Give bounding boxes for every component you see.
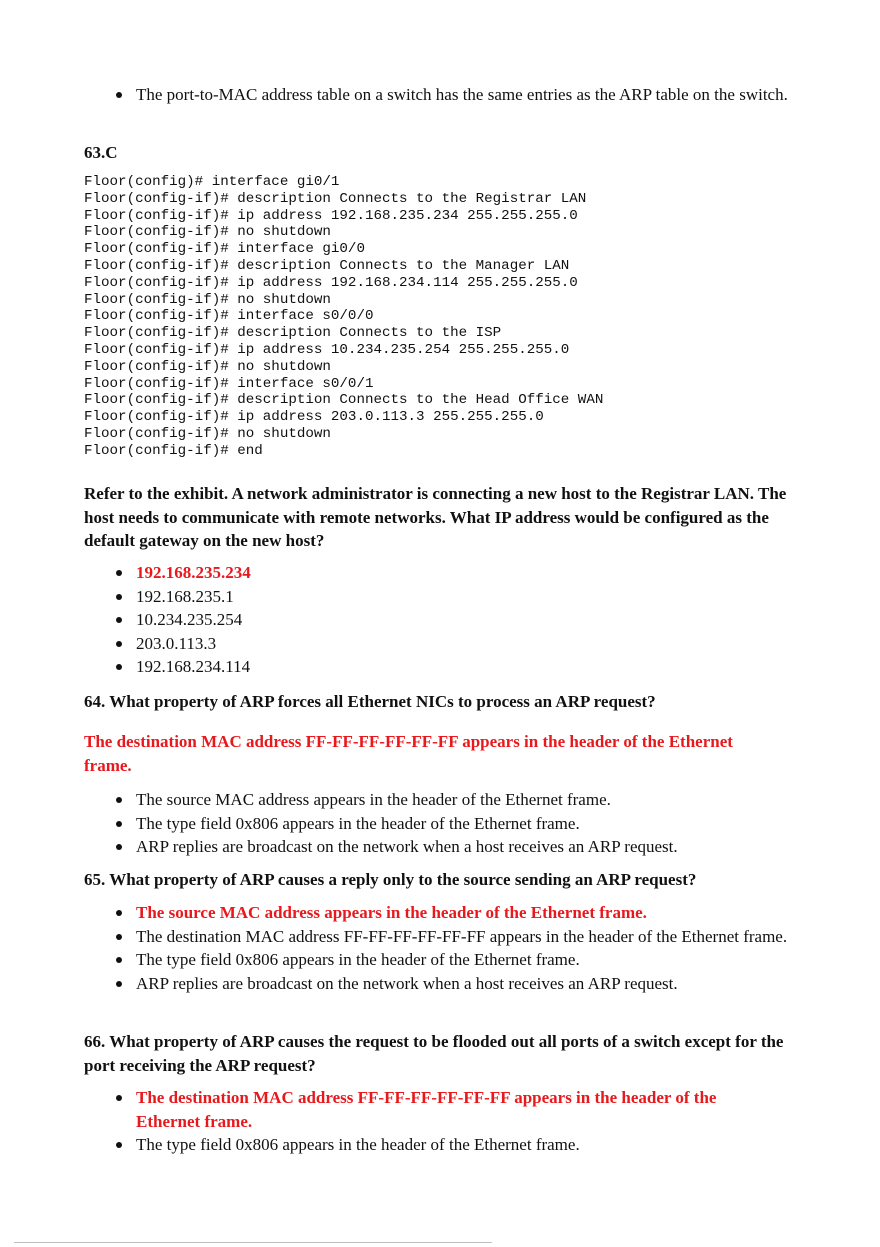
list-item-correct: The source MAC address appears in the header of the Ethernet frame. xyxy=(136,901,796,925)
list-item: ARP replies are broadcast on the network when a host receives an ARP request. xyxy=(136,835,796,859)
code-line: Floor(config-if)# no shutdown xyxy=(84,358,331,375)
q64-options xyxy=(84,788,796,859)
list-item-correct: 192.168.235.234 xyxy=(136,561,796,585)
list-item: 10.234.235.254 xyxy=(136,608,796,632)
list-item: The type field 0x806 appears in the header of the Ethernet frame. xyxy=(136,948,796,972)
list-item: The source MAC address appears in the header of the Ethernet frame. xyxy=(136,788,796,812)
code-line: Floor(config-if)# interface s0/0/0 xyxy=(84,308,374,325)
code-line: Floor(config-if)# interface s0/0/1 xyxy=(84,375,374,392)
code-line: Floor(config-if)# description Connects to the Head Office WAN xyxy=(84,392,604,409)
q64-answer: The destination MAC address FF-FF-FF-FF-FF-FF appears in the header of the Ethernet frame. xyxy=(84,732,733,775)
code-line: Floor(config-if)# no shutdown xyxy=(84,291,331,308)
code-line: Floor(config-if)# description Connects to the Registrar LAN xyxy=(84,190,587,207)
list-item: The destination MAC address FF-FF-FF-FF-FF-FF appears in the header of the Ethernet frame. xyxy=(136,925,796,949)
config-exhibit xyxy=(84,174,603,460)
q65-options xyxy=(84,901,796,995)
code-line: Floor(config)# interface gi0/1 xyxy=(84,174,340,190)
code-line: Floor(config-if)# description Connects to the ISP xyxy=(84,325,502,342)
footer-rule xyxy=(14,1242,492,1243)
code-line: Floor(config-if)# interface gi0/0 xyxy=(84,241,365,258)
code-line: Floor(config-if)# ip address 192.168.234.114 255.255.255.0 xyxy=(84,274,578,291)
list-item: 192.168.234.114 xyxy=(136,655,796,679)
code-line: Floor(config-if)# description Connects to the Manager LAN xyxy=(84,257,570,274)
code-line: Floor(config-if)# ip address 192.168.235.234 255.255.255.0 xyxy=(84,207,578,224)
list-item: The type field 0x806 appears in the header of the Ethernet frame. xyxy=(136,1133,766,1157)
q64-question: 64. What property of ARP forces all Ethernet NICs to process an ARP request? xyxy=(84,692,656,711)
code-line: Floor(config-if)# ip address 10.234.235.254 255.255.255.0 xyxy=(84,341,570,358)
list-item: ARP replies are broadcast on the network when a host receives an ARP request. xyxy=(136,972,796,996)
q65-question: 65. What property of ARP causes a reply only to the source sending an ARP request? xyxy=(84,870,697,889)
list-item: 192.168.235.1 xyxy=(136,585,796,609)
list-item-correct: The destination MAC address FF-FF-FF-FF-FF-FF appears in the header of the Ethernet frame. xyxy=(136,1086,766,1133)
list-item: The port-to-MAC address table on a switch has the same entries as the ARP table on the switch. xyxy=(136,83,796,107)
q63-question: Refer to the exhibit. A network administrator is connecting a new host to the Registrar LAN. The host needs to communicate with remote networks. What IP address would be configured as the default gateway on the new host? xyxy=(84,484,787,550)
q63-options xyxy=(84,561,796,679)
list-item: 203.0.113.3 xyxy=(136,632,796,656)
code-line: Floor(config-if)# no shutdown xyxy=(84,224,331,241)
intro-list xyxy=(84,83,796,107)
list-item: The type field 0x806 appears in the header of the Ethernet frame. xyxy=(136,812,796,836)
code-line: Floor(config-if)# end xyxy=(84,442,263,459)
q63-label: 63.C xyxy=(84,143,118,162)
code-line: Floor(config-if)# ip address 203.0.113.3 255.255.255.0 xyxy=(84,409,544,426)
q66-options xyxy=(84,1086,766,1157)
code-line: Floor(config-if)# no shutdown xyxy=(84,425,331,442)
q66-question: 66. What property of ARP causes the request to be flooded out all ports of a switch except for the port receiving the ARP request? xyxy=(84,1032,784,1075)
